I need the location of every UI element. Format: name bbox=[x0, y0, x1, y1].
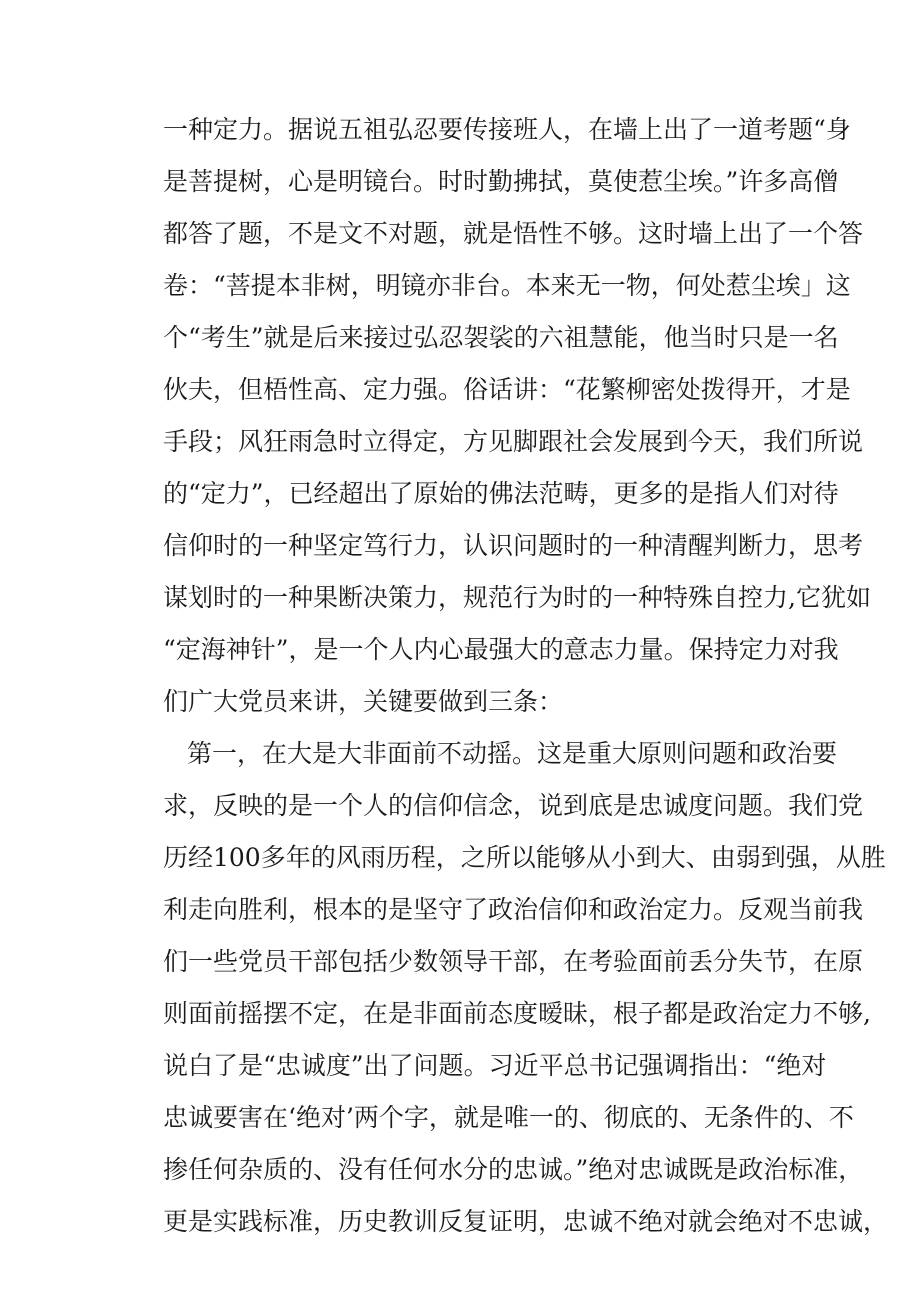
text-line: 更是实践标准，历史教训反复证明，忠诚不绝对就会绝对不忠诚， bbox=[163, 1207, 889, 1236]
text-line: 历经100多年的风雨历程，之所以能够从小到大、由弱到强，从胜 bbox=[163, 843, 886, 872]
text-line: 则面前摇摆不定，在是非面前态度暧昧，根子都是政治定力不够, bbox=[163, 999, 871, 1028]
text-line: 卷：“菩提本非树，明镜亦非台。本来无一物，何处惹尘埃」这 bbox=[163, 271, 851, 300]
text-line: 是菩提树，心是明镜台。时时勤拂拭，莫使惹尘埃。”许多高僧 bbox=[163, 167, 839, 196]
text-line: 个“考生”就是后来接过弘忍袈裟的六祖慧能，他当时只是一名 bbox=[163, 323, 839, 352]
paragraph-start-line: 第一，在大是大非面前不动摇。这是重大原则问题和政治要 bbox=[187, 739, 838, 768]
text-line: 信仰时的一种坚定笃行力，认识问题时的一种清醒判断力，思考 bbox=[163, 531, 864, 560]
text-line: 都答了题，不是文不对题，就是悟性不够。这时墙上出了一个答 bbox=[163, 219, 864, 248]
text-line: “定海神针”，是一个人内心最强大的意志力量。保持定力对我 bbox=[163, 635, 839, 664]
text-line: 谋划时的一种果断决策力，规范行为时的一种特殊自控力,它犹如 bbox=[163, 583, 871, 612]
text-line: 说白了是“忠诚度”出了问题。习近平总书记强调指出：“绝对 bbox=[163, 1051, 827, 1080]
text-line: 求，反映的是一个人的信仰信念，说到底是忠诚度问题。我们党 bbox=[163, 791, 864, 820]
text-line: 利走向胜利，根本的是坚守了政治信仰和政治定力。反观当前我 bbox=[163, 895, 864, 924]
text-line: 伙夫，但梧性高、定力强。俗话讲：“花繁柳密处拨得开，才是 bbox=[163, 375, 851, 404]
text-line: 们广大党员来讲，关键要做到三条： bbox=[163, 687, 564, 716]
text-line: 们一些党员干部包括少数领导干部，在考验面前丢分失节，在原 bbox=[163, 947, 864, 976]
text-line: 的“定力”，已经超出了原始的佛法范畴，更多的是指人们对待 bbox=[163, 479, 839, 508]
text-line: 掺任何杂质的、没有任何水分的忠诚。”绝对忠诚既是政治标准， bbox=[163, 1155, 864, 1184]
text-line: 一种定力。据说五祖弘忍要传接班人，在墙上出了一道考题“身 bbox=[163, 115, 851, 144]
text-line: 忠诚要害在‘绝对’两个字，就是唯一的、彻底的、无条件的、不 bbox=[163, 1103, 854, 1132]
body-text bbox=[163, 104, 889, 1248]
text-line: 手段；风狂雨急时立得定，方见脚跟社会发展到今天，我们所说 bbox=[163, 427, 864, 456]
